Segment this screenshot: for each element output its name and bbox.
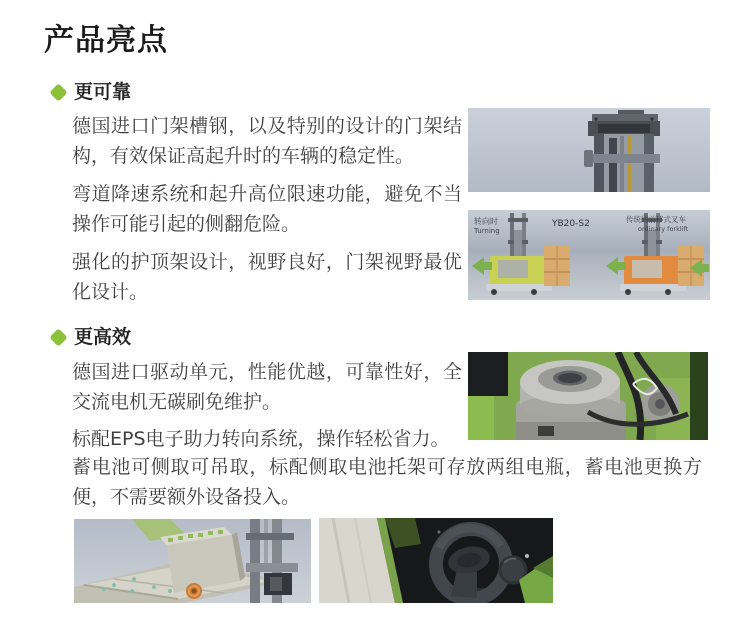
steering-wheel-image: [319, 518, 553, 603]
battery-compartment-image: [74, 519, 311, 603]
model-label: YB20-S2: [552, 219, 590, 229]
turning-label-cn: 转向时: [474, 217, 498, 226]
feature-paragraph: 德国进口驱动单元，性能优越，可靠性好，全交流电机无碳刷免维护。: [72, 361, 462, 413]
feature-paragraph: 德国进口门架槽钢，以及特别的设计的门架结构，有效保证高起升时的车辆的稳定性。: [72, 115, 462, 167]
drive-unit-image: [468, 352, 708, 440]
section-header-reliable: [52, 80, 131, 104]
section-heading: 更高效: [74, 326, 132, 348]
ordinary-label-en: ordinary forklift: [638, 225, 689, 233]
section-header-efficient: [52, 325, 131, 349]
mast-structure-image: [468, 108, 710, 192]
feature-paragraph: 强化的护顶架设计，视野良好，门架视野最优化设计。: [72, 251, 462, 303]
turning-comparison-image: [468, 210, 710, 300]
section-heading: 更可靠: [74, 81, 132, 103]
mast-render: [584, 110, 660, 192]
feature-paragraph: 弯道降速系统和起升高位限速功能，避免不当操作可能引起的侧翻危险。: [72, 183, 462, 235]
page-title: 产品亮点: [44, 23, 168, 58]
feature-paragraph: 标配EPS电子助力转向系统，操作轻松省力。: [72, 428, 450, 450]
diamond-bullet-icon: [49, 83, 67, 101]
feature-paragraph: 蓄电池可侧取可吊取，标配侧取电池托架可存放两组电瓶，蓄电池更换方便，不需要额外设备投入。: [72, 456, 702, 508]
ordinary-label-cn: 传统的前移式叉车: [626, 215, 686, 224]
turning-label-en: Turning: [474, 227, 500, 235]
diamond-bullet-icon: [49, 328, 67, 346]
